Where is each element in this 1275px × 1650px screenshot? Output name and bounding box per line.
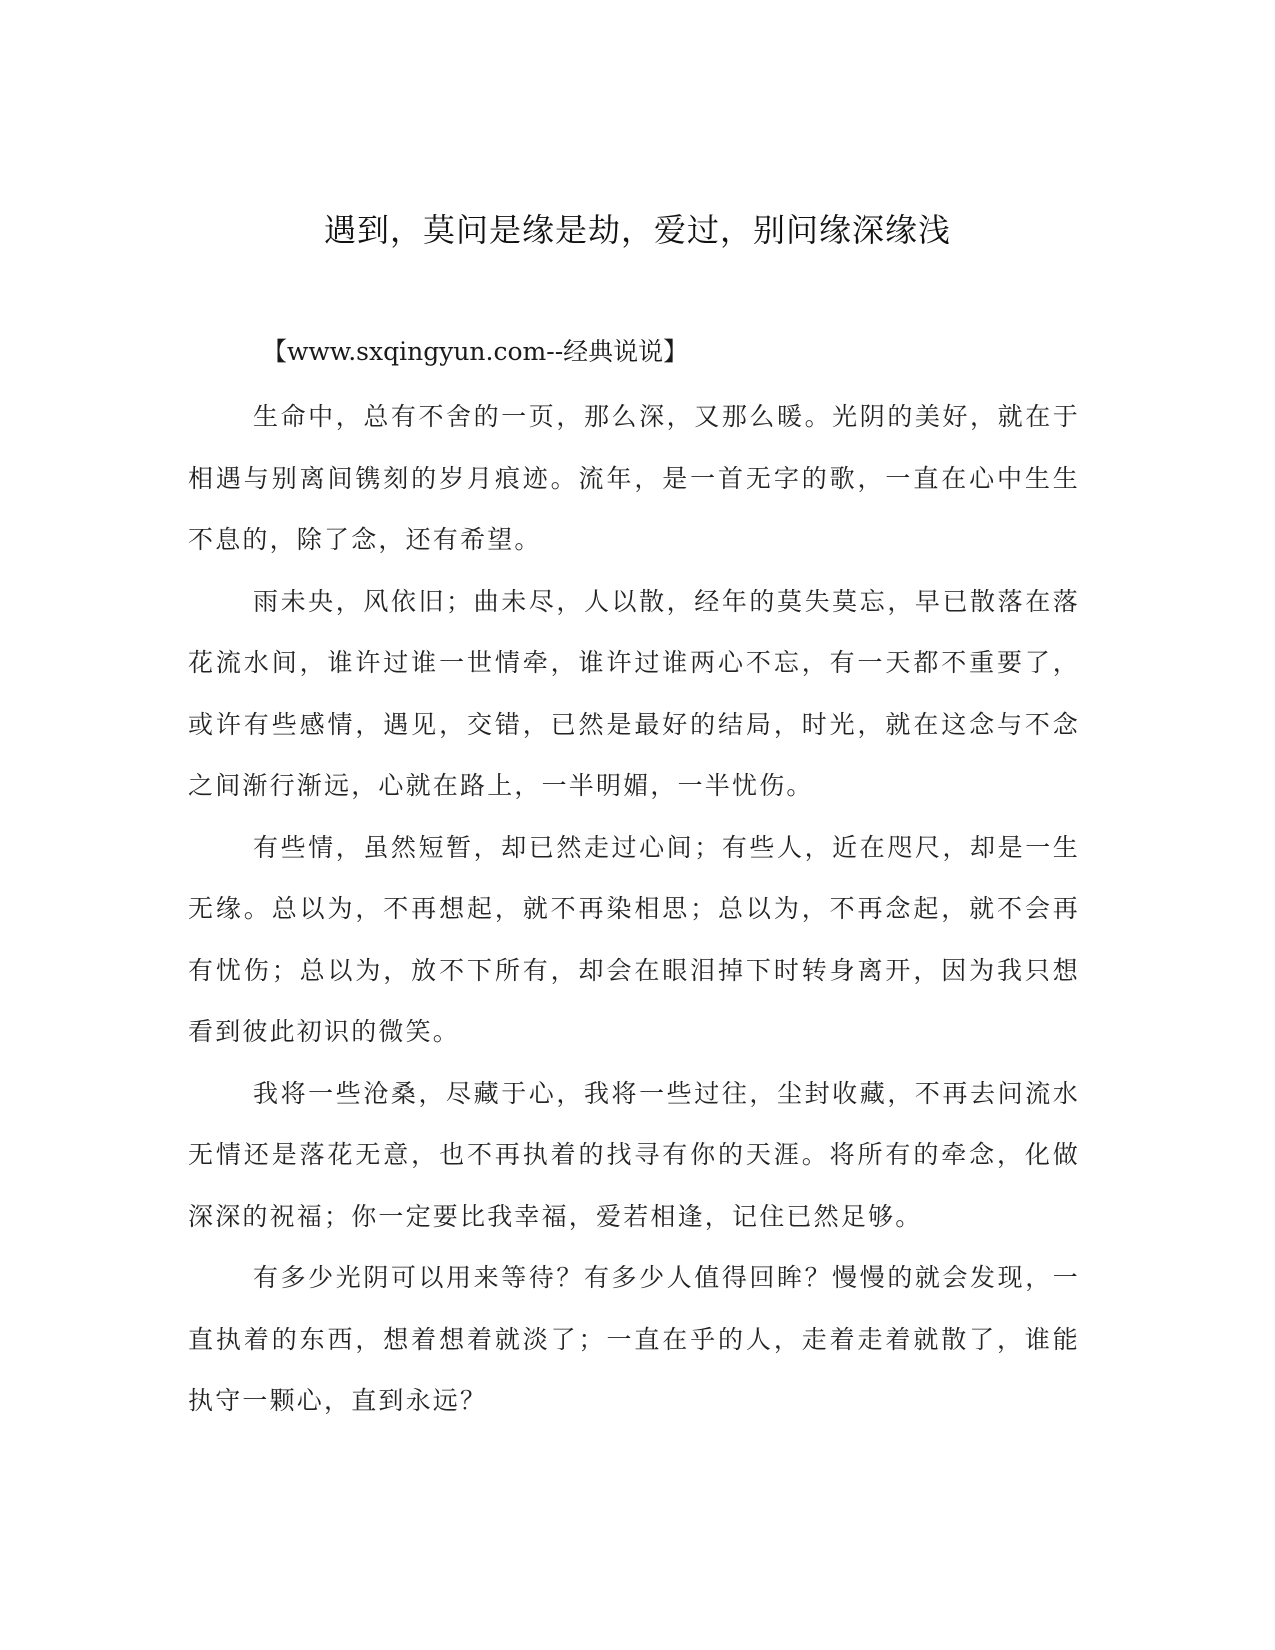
document-title: 遇到，莫问是缘是劫，爱过，别问缘深缘浅 [323, 211, 951, 249]
document-body [188, 386, 1080, 1432]
source-line: 【www.sxqingyun.com--经典说说】 [262, 337, 689, 366]
paragraph: 有多少光阴可以用来等待？有多少人值得回眸？慢慢的就会发现，一直执着的东西，想着想着就淡了；一直在乎的人，走着走着就散了，谁能执守一颗心，直到永远？ [188, 1263, 1080, 1415]
paragraph: 雨未央，风依旧；曲未尽，人以散，经年的莫失莫忘，早已散落在落花流水间，谁许过谁一世情牵，谁许过谁两心不忘，有一天都不重要了，或许有些感情，遇见，交错，已然是最好的结局，时光，就在这念与不念之间渐行渐远，心就在路上，一半明媚，一半忧伤。 [188, 586, 1080, 800]
paragraph: 我将一些沧桑，尽藏于心，我将一些过往，尘封收藏，不再去问流水无情还是落花无意，也不再执着的找寻有你的天涯。将所有的牵念，化做深深的祝福；你一定要比我幸福，爱若相逢，记住已然足够。 [188, 1078, 1080, 1231]
paragraph: 有些情，虽然短暂，却已然走过心间；有些人，近在咫尺，却是一生无缘。总以为，不再想起，就不再染相思；总以为，不再念起，就不会再有忧伤；总以为，放不下所有，却会在眼泪掉下时转身离开，因为我只想看到彼此初识的微笑。 [188, 832, 1080, 1046]
paragraph: 生命中，总有不舍的一页，那么深，又那么暖。光阴的美好，就在于相遇与别离间镌刻的岁月痕迹。流年，是一首无字的歌，一直在心中生生不息的，除了念，还有希望。 [188, 402, 1080, 554]
